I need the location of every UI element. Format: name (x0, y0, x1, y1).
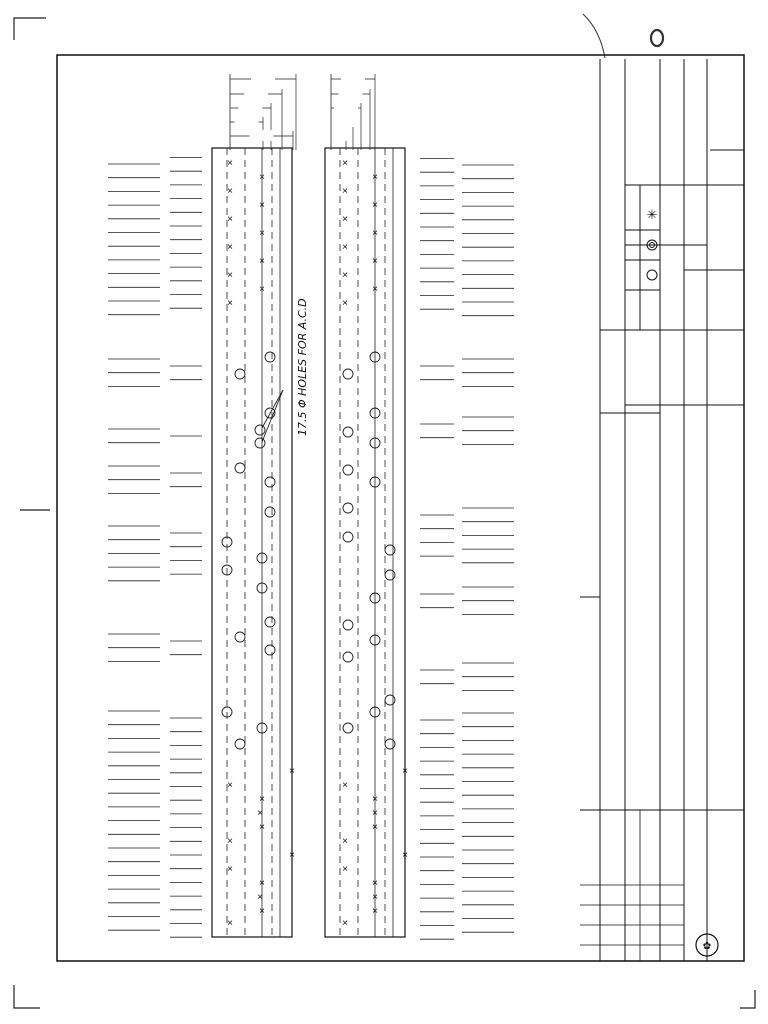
hole-circle (385, 739, 395, 749)
hole-cross: × (259, 172, 265, 183)
hole-cross: × (372, 794, 378, 805)
hole-cross: × (342, 298, 348, 309)
hole-cross: × (227, 158, 233, 169)
hole-circle (343, 465, 353, 475)
hole-cross: × (227, 918, 233, 929)
gauge-dimensions-right (327, 73, 376, 150)
gauge-label-bg (327, 130, 351, 141)
hole-circle (343, 620, 353, 630)
hole-cross: × (259, 822, 265, 833)
hole-circle (343, 652, 353, 662)
hole-cross: × (372, 256, 378, 267)
hole-circle (265, 645, 275, 655)
hole-cross: × (259, 256, 265, 267)
hole-circle (255, 438, 265, 448)
hole-circle (343, 427, 353, 437)
hole-circle (255, 425, 265, 435)
hole-cross: × (372, 878, 378, 889)
hole-cross: × (257, 808, 263, 819)
right-leg-strip (325, 148, 408, 937)
hole-circle (235, 369, 245, 379)
right-leg-dimensions (420, 159, 514, 940)
hole-circle (343, 723, 353, 733)
gauge-label-bg (251, 73, 275, 84)
hole-cross: × (259, 228, 265, 239)
hole-cross: × (372, 200, 378, 211)
gauge-label-bg (244, 88, 268, 99)
gauge-label-bg (239, 102, 263, 113)
hole-circle (235, 739, 245, 749)
drawing-border (57, 55, 744, 961)
hole-circle (343, 532, 353, 542)
hole-cross: × (289, 766, 295, 777)
hole-cross: × (227, 298, 233, 309)
hole-cross: × (257, 892, 263, 903)
hole-cross: × (259, 906, 265, 917)
gauge-label-bg (250, 130, 274, 141)
hole-cross: × (402, 850, 408, 861)
hole-circle (235, 632, 245, 642)
hole-circle (265, 352, 275, 362)
hole-circle (385, 545, 395, 555)
hole-cross: × (259, 200, 265, 211)
hole-annotation (262, 298, 309, 442)
hole-cross: × (289, 850, 295, 861)
hole-cross: × (402, 766, 408, 777)
hole-cross: × (227, 780, 233, 791)
hole-cross: × (259, 794, 265, 805)
hole-cross: × (342, 186, 348, 197)
gauge-label-bg (339, 88, 363, 99)
hole-cross: × (342, 242, 348, 253)
left-leg-dimensions (108, 158, 202, 938)
gauge-label-bg (330, 116, 354, 127)
hole-cross: × (342, 270, 348, 281)
hole-circle (385, 570, 395, 580)
hole-cross: × (227, 270, 233, 281)
hole-cross: × (372, 892, 378, 903)
tb-symbol-star: ✳ (646, 207, 658, 222)
crop-marks (14, 18, 755, 1008)
hole-cross: × (372, 284, 378, 295)
hole-circle (265, 507, 275, 517)
hole-cross: × (372, 808, 378, 819)
hole-cross: × (259, 878, 265, 889)
hole-cross: × (372, 906, 378, 917)
hole-cross: × (227, 836, 233, 847)
gauge-label-bg (334, 102, 358, 113)
gauge-dimensions-left (230, 73, 296, 150)
hole-cross: × (342, 864, 348, 875)
hole-circle (235, 463, 245, 473)
company-logo-glyph: ✿ (702, 941, 712, 952)
annotation-text: 17.5 Φ HOLES FOR A.C.D (296, 298, 309, 436)
hole-cross: × (372, 228, 378, 239)
hole-cross: × (227, 186, 233, 197)
hole-circle (385, 695, 395, 705)
hole-cross: × (227, 864, 233, 875)
title-block (580, 59, 744, 961)
hole-cross: × (372, 172, 378, 183)
tb-symbol-circle (647, 270, 657, 280)
scan-marks (583, 14, 663, 58)
hole-cross: × (342, 158, 348, 169)
gauge-label-bg (235, 116, 259, 127)
hole-circle (265, 477, 275, 487)
hole-cross: × (259, 284, 265, 295)
hole-cross: × (342, 780, 348, 791)
hole-cross: × (342, 836, 348, 847)
hole-circle (343, 503, 353, 513)
hole-cross: × (227, 242, 233, 253)
left-leg-strip (212, 148, 295, 937)
hole-cross: × (227, 214, 233, 225)
hole-cross: × (342, 918, 348, 929)
gauge-label-bg (341, 73, 365, 84)
hole-cross: × (342, 214, 348, 225)
hole-circle (343, 369, 353, 379)
hole-circle (265, 617, 275, 627)
hole-cross: × (372, 822, 378, 833)
